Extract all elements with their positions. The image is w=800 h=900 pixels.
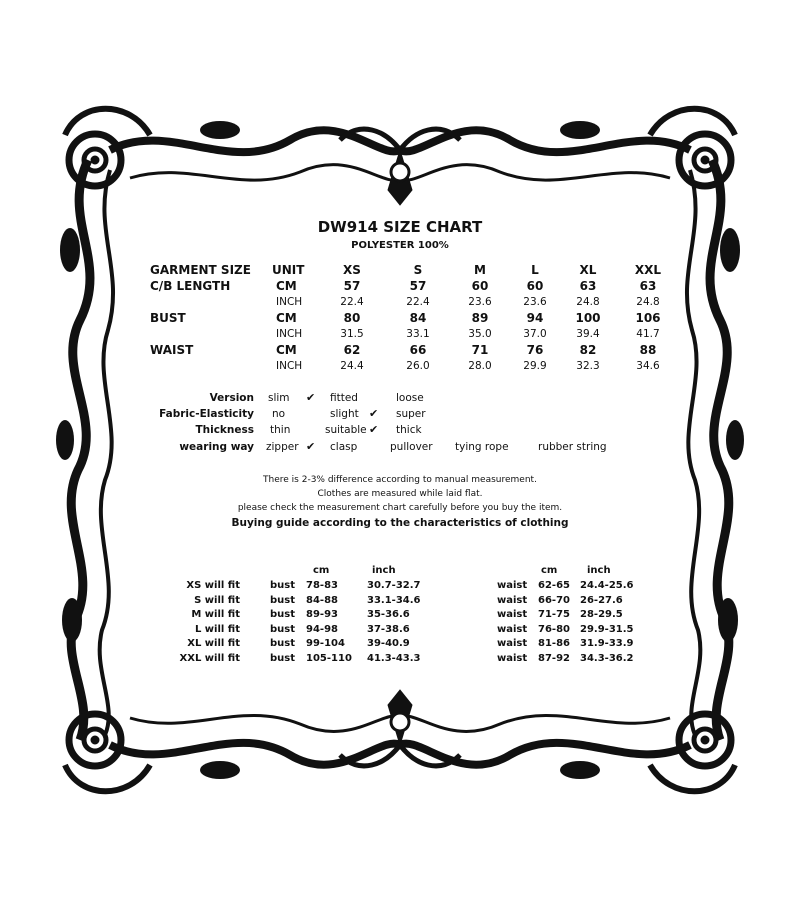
guide-part: waist xyxy=(497,595,528,606)
cell-inch: 22.4 xyxy=(340,296,364,308)
guide-cm: 99-104 xyxy=(306,638,345,649)
row-label-bust: BUST xyxy=(150,311,186,325)
check-mark-icon: ✔ xyxy=(306,440,316,453)
guide-cm: 78-83 xyxy=(306,580,338,591)
measurement-note: please check the measurement chart carefully before you buy the item. xyxy=(237,503,563,513)
guide-size: XS will fit xyxy=(186,580,240,591)
option-slim: slim xyxy=(268,392,290,404)
row-label-cb-length: C/B LENGTH xyxy=(150,279,231,293)
guide-part: waist xyxy=(497,624,528,635)
cell-cm: 89 xyxy=(471,311,489,325)
guide-part: bust xyxy=(270,624,296,635)
option-thick: thick xyxy=(396,424,422,436)
cell-inch: 23.6 xyxy=(468,296,492,308)
check-mark-icon: ✔ xyxy=(306,391,316,404)
guide-cm: 76-80 xyxy=(538,624,570,635)
header-garment-size: GARMENT SIZE xyxy=(150,263,251,277)
unit-inch: INCH xyxy=(276,296,303,308)
cell-cm: 63 xyxy=(579,279,597,293)
property-label-fabric-elasticity: Fabric-Elasticity xyxy=(159,408,254,420)
guide-header-cm: cm xyxy=(313,565,330,576)
cell-cm: 60 xyxy=(526,279,544,293)
cell-inch: 34.6 xyxy=(636,360,660,372)
cell-inch: 24.8 xyxy=(576,296,600,308)
guide-inch: 31.9-33.9 xyxy=(580,638,634,649)
cell-inch: 39.4 xyxy=(576,328,600,340)
guide-part: waist xyxy=(497,580,528,591)
guide-size: M will fit xyxy=(191,609,240,620)
cell-cm: 60 xyxy=(471,279,489,293)
guide-inch: 29.9-31.5 xyxy=(580,624,634,635)
guide-inch: 33.1-34.6 xyxy=(367,595,421,606)
guide-cm: 94-98 xyxy=(306,624,338,635)
guide-cm: 66-70 xyxy=(538,595,570,606)
guide-inch: 24.4-25.6 xyxy=(580,580,634,591)
guide-cm: 84-88 xyxy=(306,595,338,606)
guide-cm: 105-110 xyxy=(306,653,352,664)
guide-size: L will fit xyxy=(194,624,240,635)
unit-cm: CM xyxy=(276,279,297,293)
unit-inch: INCH xyxy=(276,328,303,340)
cell-inch: 35.0 xyxy=(468,328,492,340)
guide-inch: 35-36.6 xyxy=(367,609,410,620)
option-loose: loose xyxy=(396,392,424,404)
unit-inch: INCH xyxy=(276,360,303,372)
guide-size: S will fit xyxy=(194,595,240,606)
unit-cm: CM xyxy=(276,343,297,357)
cell-cm: 84 xyxy=(409,311,427,325)
left-border-vine-inner xyxy=(100,170,113,735)
guide-cm: 89-93 xyxy=(306,609,338,620)
cell-cm: 57 xyxy=(343,279,361,293)
option-thin: thin xyxy=(270,424,291,436)
measurement-note: Clothes are measured while laid flat. xyxy=(317,489,483,499)
guide-header-inch: inch xyxy=(372,565,396,576)
cell-cm: 88 xyxy=(639,343,657,357)
guide-header-inch: inch xyxy=(587,565,611,576)
option-zipper: zipper xyxy=(266,441,299,453)
cell-inch: 22.4 xyxy=(406,296,430,308)
guide-inch: 37-38.6 xyxy=(367,624,410,635)
cell-cm: 94 xyxy=(526,311,544,325)
guide-cm: 87-92 xyxy=(538,653,570,664)
guide-part: bust xyxy=(270,595,296,606)
guide-inch: 41.3-43.3 xyxy=(367,653,421,664)
cell-inch: 33.1 xyxy=(406,328,430,340)
cell-inch: 32.3 xyxy=(576,360,600,372)
cell-cm: 106 xyxy=(635,311,661,325)
measurement-note: There is 2-3% difference according to manual measurement. xyxy=(263,475,537,485)
cell-cm: 57 xyxy=(409,279,427,293)
cell-inch: 26.0 xyxy=(406,360,430,372)
option-tying-rope: tying rope xyxy=(455,441,509,453)
option-rubber-string: rubber string xyxy=(538,441,607,453)
option-suitable: suitable xyxy=(325,424,367,436)
option-fitted: fitted xyxy=(330,392,358,404)
cell-inch: 28.0 xyxy=(468,360,492,372)
chart-title: DW914 SIZE CHART xyxy=(317,218,483,236)
guide-header-cm: cm xyxy=(541,565,558,576)
cell-cm: 80 xyxy=(343,311,361,325)
guide-cm: 62-65 xyxy=(538,580,570,591)
guide-part: bust xyxy=(270,609,296,620)
guide-part: bust xyxy=(270,638,296,649)
material-subtitle: POLYESTER 100% xyxy=(351,240,449,251)
guide-size: XL will fit xyxy=(187,638,240,649)
guide-cm: 71-75 xyxy=(538,609,570,620)
cell-cm: 82 xyxy=(579,343,597,357)
guide-inch: 30.7-32.7 xyxy=(367,580,421,591)
option-super: super xyxy=(396,408,426,420)
property-label-thickness: Thickness xyxy=(195,424,254,436)
header-unit: UNIT xyxy=(272,263,305,277)
guide-size: XXL will fit xyxy=(179,653,240,664)
guide-part: bust xyxy=(270,580,296,591)
cell-inch: 29.9 xyxy=(523,360,547,372)
guide-part: bust xyxy=(270,653,296,664)
header-size-m: M xyxy=(474,263,486,277)
buying-guide-title: Buying guide according to the characteristics of clothing xyxy=(231,517,569,529)
cell-inch: 24.8 xyxy=(636,296,660,308)
property-label-wearing-way: wearing way xyxy=(179,441,254,453)
guide-inch: 34.3-36.2 xyxy=(580,653,634,664)
row-label-waist: WAIST xyxy=(150,343,194,357)
header-size-s: S xyxy=(413,263,423,277)
right-border-vine-inner xyxy=(687,170,700,735)
cell-cm: 71 xyxy=(471,343,489,357)
cell-inch: 41.7 xyxy=(636,328,660,340)
guide-inch: 39-40.9 xyxy=(367,638,410,649)
option-clasp: clasp xyxy=(330,441,358,453)
cell-cm: 66 xyxy=(409,343,427,357)
check-mark-icon: ✔ xyxy=(369,423,379,436)
header-size-xl: XL xyxy=(579,263,597,277)
cell-inch: 23.6 xyxy=(523,296,547,308)
header-size-xxl: XXL xyxy=(634,263,662,277)
option-slight: slight xyxy=(330,408,359,420)
guide-part: waist xyxy=(497,609,528,620)
option-pullover: pullover xyxy=(390,441,433,453)
cell-inch: 31.5 xyxy=(340,328,364,340)
property-label-version: Version xyxy=(209,392,254,404)
header-size-xs: XS xyxy=(343,263,361,277)
check-mark-icon: ✔ xyxy=(369,407,379,420)
guide-cm: 81-86 xyxy=(538,638,570,649)
guide-part: waist xyxy=(497,653,528,664)
cell-inch: 37.0 xyxy=(523,328,547,340)
unit-cm: CM xyxy=(276,311,297,325)
header-size-l: L xyxy=(531,263,539,277)
guide-part: waist xyxy=(497,638,528,649)
cell-cm: 62 xyxy=(343,343,361,357)
cell-cm: 63 xyxy=(639,279,657,293)
guide-inch: 28-29.5 xyxy=(580,609,623,620)
cell-inch: 24.4 xyxy=(340,360,364,372)
cell-cm: 76 xyxy=(526,343,544,357)
guide-inch: 26-27.6 xyxy=(580,595,623,606)
cell-cm: 100 xyxy=(575,311,601,325)
option-no: no xyxy=(272,408,286,420)
